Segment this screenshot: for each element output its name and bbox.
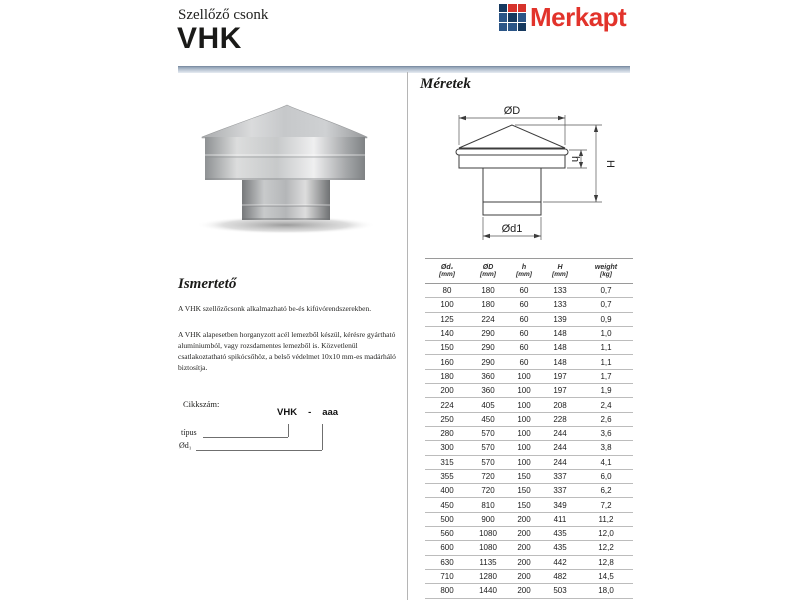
legend-connector-line (196, 450, 322, 451)
item-code-legend-size: Ød₁ (179, 441, 192, 450)
legend-connector-line (288, 424, 289, 437)
product-photo (193, 78, 393, 248)
item-code-legend-type: típus (181, 428, 197, 437)
size-table (425, 258, 633, 599)
diagram-label-height-total: H (604, 160, 616, 168)
diagram-neck (483, 168, 541, 215)
diagram-label-diameter-top: ØD (503, 105, 521, 117)
column-header: weight [kg] (579, 259, 633, 284)
product-code-title: VHK (177, 22, 242, 55)
table-row: 315 570 100 244 4,1 (425, 455, 633, 469)
dimensions-heading: Méretek (420, 76, 471, 92)
diagram-cone (459, 125, 565, 148)
table-row: 800 1440 200 503 18,0 (425, 584, 633, 598)
column-header: H [mm] (541, 259, 579, 284)
table-row: 160 290 60 148 1,1 (425, 355, 633, 369)
column-header: Ød₁ [mm] (425, 259, 469, 284)
dimensions-diagram (421, 95, 633, 247)
photo-cone (202, 105, 367, 138)
table-row: 450 810 150 349 7,2 (425, 498, 633, 512)
table-row: 224 405 100 208 2,4 (425, 398, 633, 412)
item-code-type: VHK (277, 407, 298, 418)
legend-connector-line (322, 424, 323, 450)
photo-neck (242, 180, 330, 220)
table-row: 200 360 100 197 1,9 (425, 384, 633, 398)
merkapt-logo (499, 4, 626, 31)
table-row: 500 900 200 411 11,2 (425, 512, 633, 526)
size-table-body (425, 284, 633, 599)
table-row: 560 1080 200 435 12,0 (425, 527, 633, 541)
column-divider-line (407, 72, 408, 600)
column-header: h [mm] (507, 259, 541, 284)
table-row: 355 720 150 337 6,0 (425, 469, 633, 483)
size-table-header-row (425, 259, 633, 284)
table-row: 250 450 100 228 2,6 (425, 412, 633, 426)
diagram-label-height-small: h (569, 155, 581, 163)
item-code-label: Cikkszám: (183, 399, 220, 409)
table-row: 600 1080 200 435 12,2 (425, 541, 633, 555)
table-row: 180 360 100 197 1,7 (425, 369, 633, 383)
header-divider-rule (178, 66, 630, 73)
column-header: ØD [mm] (469, 259, 507, 284)
table-row: 125 224 60 139 0,9 (425, 312, 633, 326)
description-paragraph-1: A VHK szellőzőcsonk alkalmazható be-és kifúvórendszerekben. (178, 304, 372, 313)
table-row: 280 570 100 244 3,6 (425, 426, 633, 440)
merkapt-grid-icon (499, 4, 526, 31)
description-heading: Ismertető (178, 276, 237, 292)
table-row: 100 180 60 133 0,7 (425, 298, 633, 312)
item-code-separator: - (308, 407, 312, 418)
legend-connector-line (203, 437, 288, 438)
table-row: 80 180 60 133 0,7 (442, 286, 612, 296)
table-row: 710 1280 200 482 14,5 (425, 569, 633, 583)
photo-body (205, 137, 365, 180)
merkapt-wordmark: Merkapt (530, 2, 627, 32)
table-row: 150 290 60 148 1,1 (425, 341, 633, 355)
item-code-pattern (277, 407, 338, 418)
table-row: 400 720 150 337 6,2 (425, 484, 633, 498)
diagram-label-diameter-bottom: Ød1 (501, 223, 523, 235)
description-paragraph-2: A VHK alapesetben horganyzott acél lemezből készül, kérésre gyártható alumíniumból, vagy rozsdamentes lemezből is. Közvetlenül csatlakoztatható spikócsőhöz, a belső védelmet 10x10 mm-es madárháló biztosítja. (178, 330, 396, 372)
diagram-body (459, 155, 565, 168)
item-code-size: aaa (322, 407, 339, 418)
table-row: 300 570 100 244 3,8 (425, 441, 633, 455)
table-row: 630 1135 200 442 12,8 (425, 555, 633, 569)
product-category-title: Szellőző csonk (178, 7, 269, 23)
table-row: 140 290 60 148 1,0 (425, 326, 633, 340)
diagram-rim (456, 149, 568, 155)
